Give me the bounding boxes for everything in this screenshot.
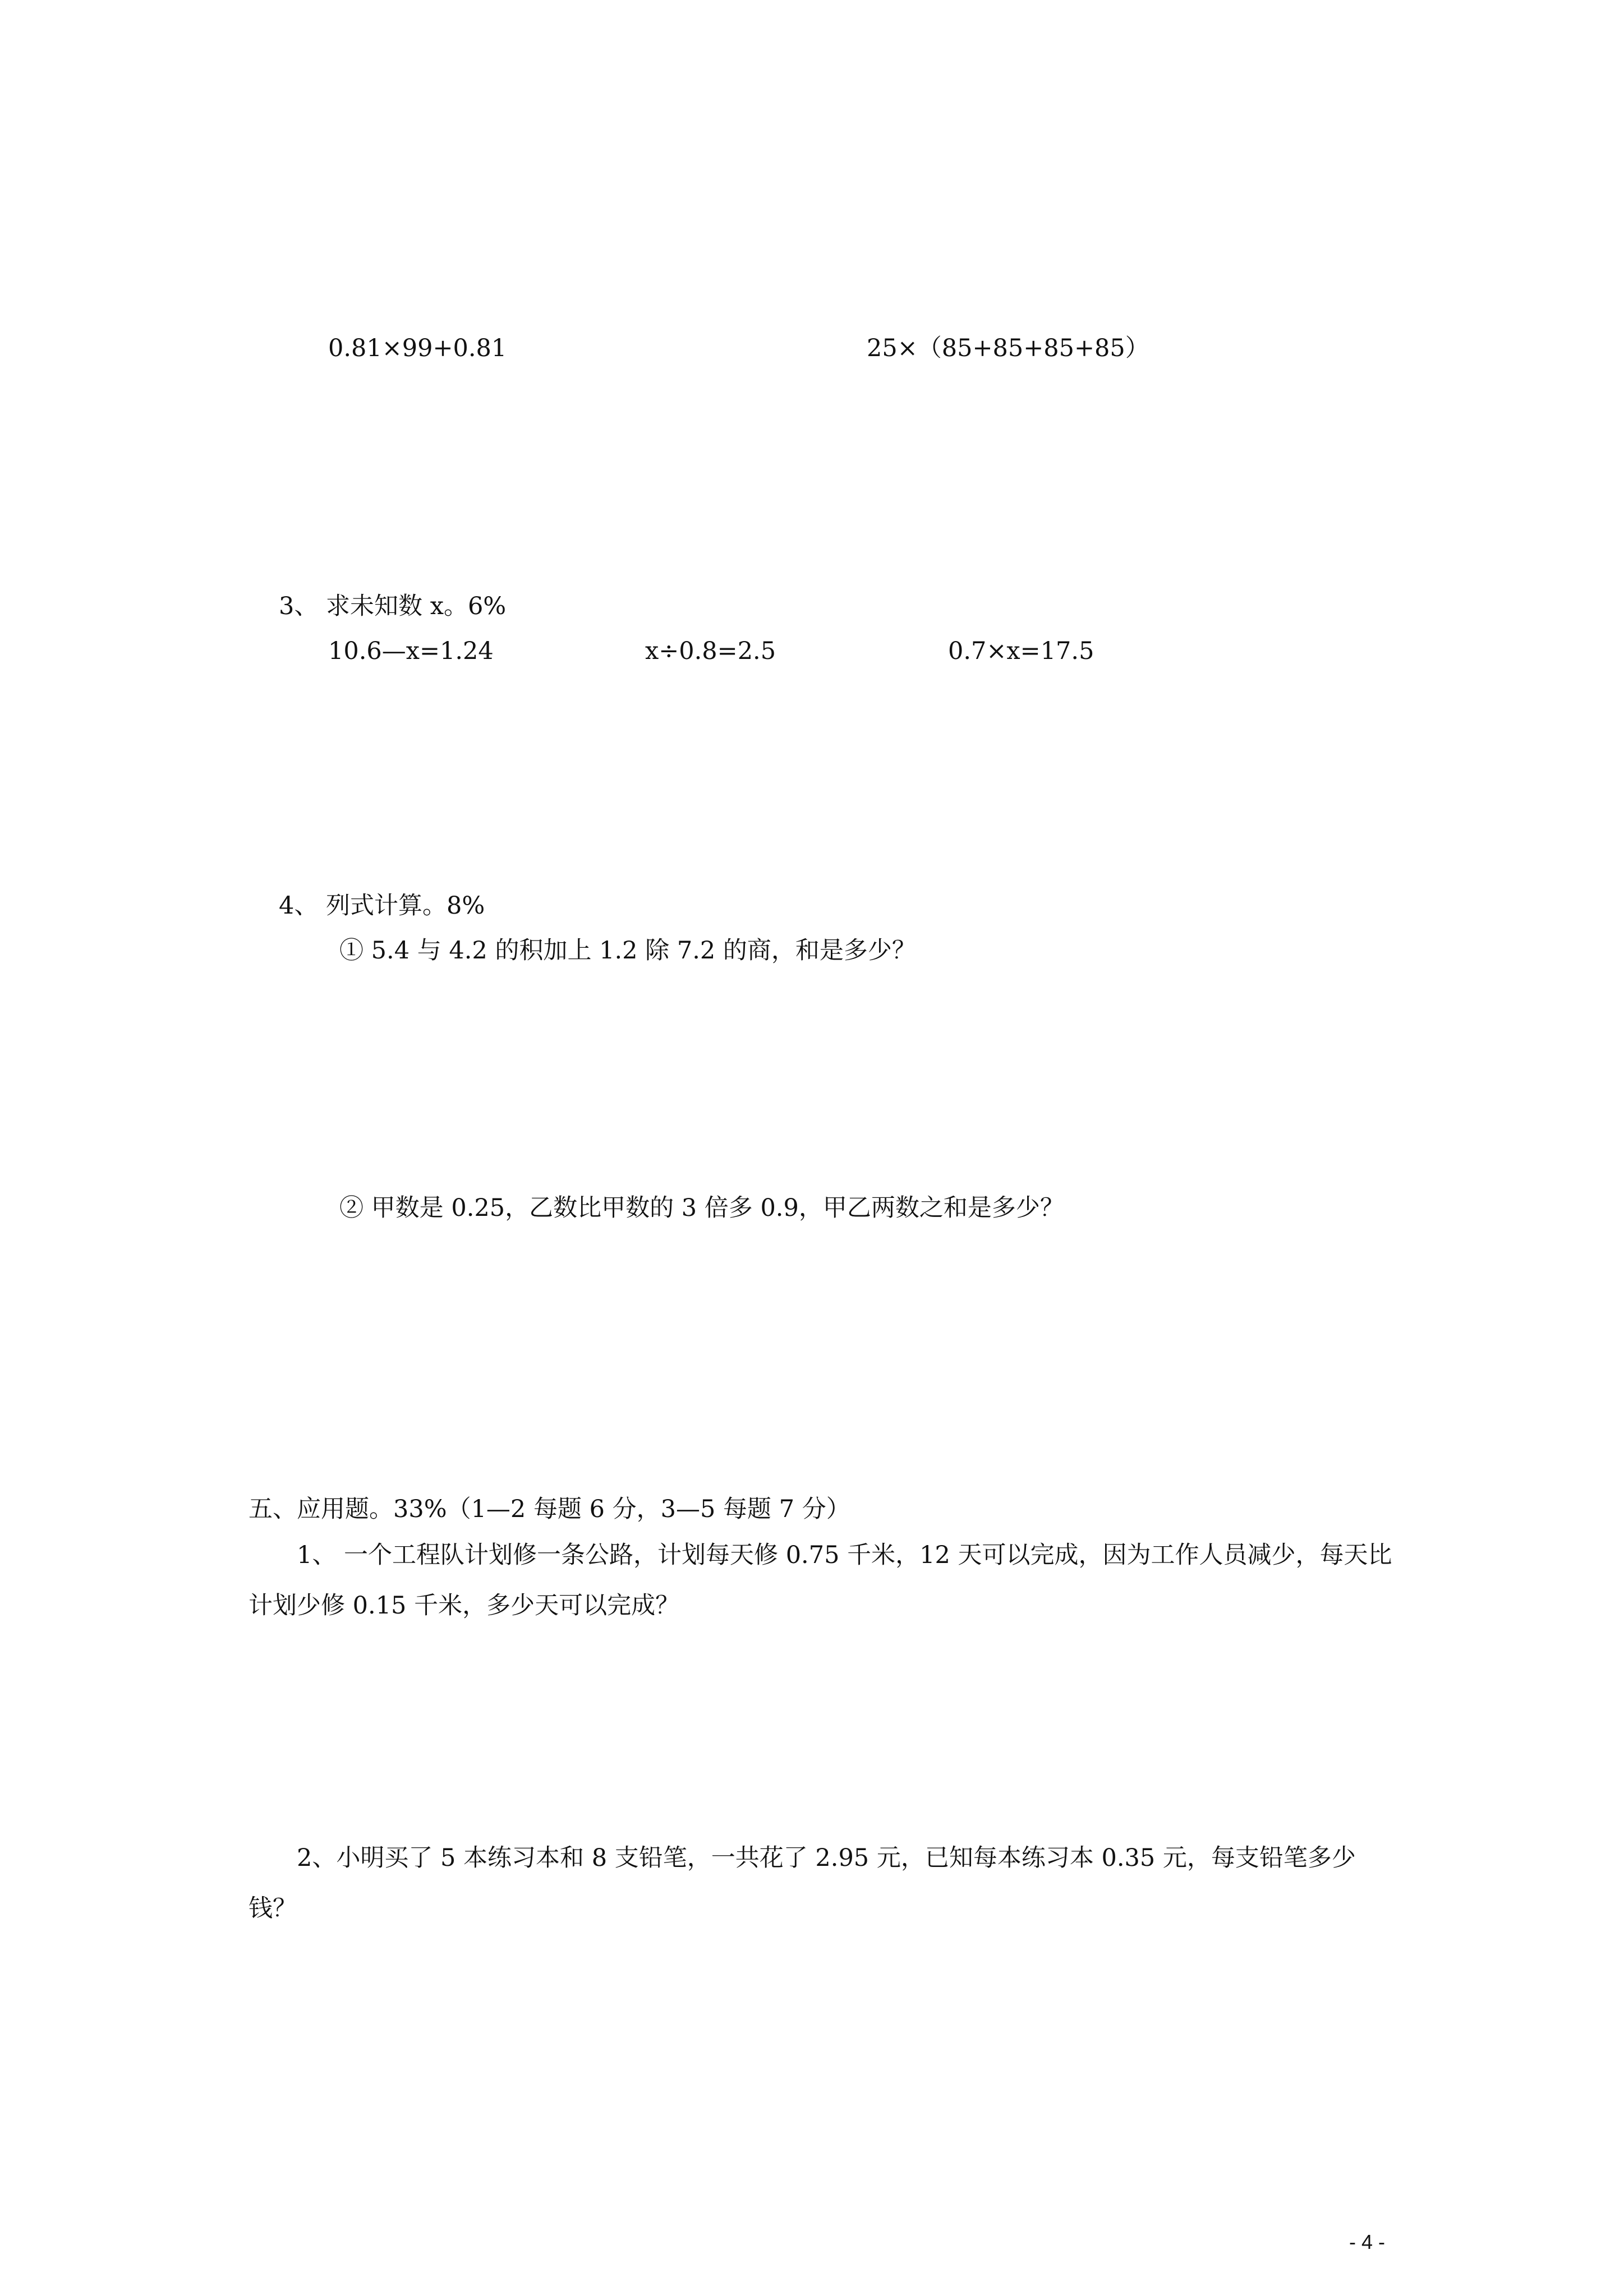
question-3-heading: 3、 求未知数 x。6% — [279, 592, 507, 620]
page-number: - 4 - — [1349, 2230, 1386, 2253]
calc-expression-1: 0.81×99+0.81 — [328, 334, 507, 362]
application-problem-2: 2、小明买了 5 本练习本和 8 支铅笔，一共花了 2.95 元，已知每本练习本 0.35 元，每支铅笔多少钱？ — [249, 1844, 1356, 1922]
section-5-heading: 五、应用题。33%（1—2 每题 6 分，3—5 每题 7 分） — [249, 1495, 850, 1523]
question-4-item-1: ① 5.4 与 4.2 的积加上 1.2 除 7.2 的商，和是多少？ — [339, 937, 916, 965]
question-4-item-2: ② 甲数是 0.25，乙数比甲数的 3 倍多 0.9，甲乙两数之和是多少？ — [339, 1194, 1064, 1222]
question-4-heading: 4、 列式计算。8% — [279, 892, 485, 920]
equation-2: x÷0.8=2.5 — [645, 637, 776, 665]
application-problem-1: 1、 一个工程队计划修一条公路，计划每天修 0.75 千米，12 天可以完成，因为工作人员减少，每天比计划少修 0.15 千米，多少天可以完成？ — [249, 1541, 1392, 1620]
equation-3: 0.7×x=17.5 — [948, 637, 1094, 665]
equation-1: 10.6—x=1.24 — [328, 637, 494, 665]
calc-expression-2: 25×（85+85+85+85） — [867, 334, 1149, 362]
